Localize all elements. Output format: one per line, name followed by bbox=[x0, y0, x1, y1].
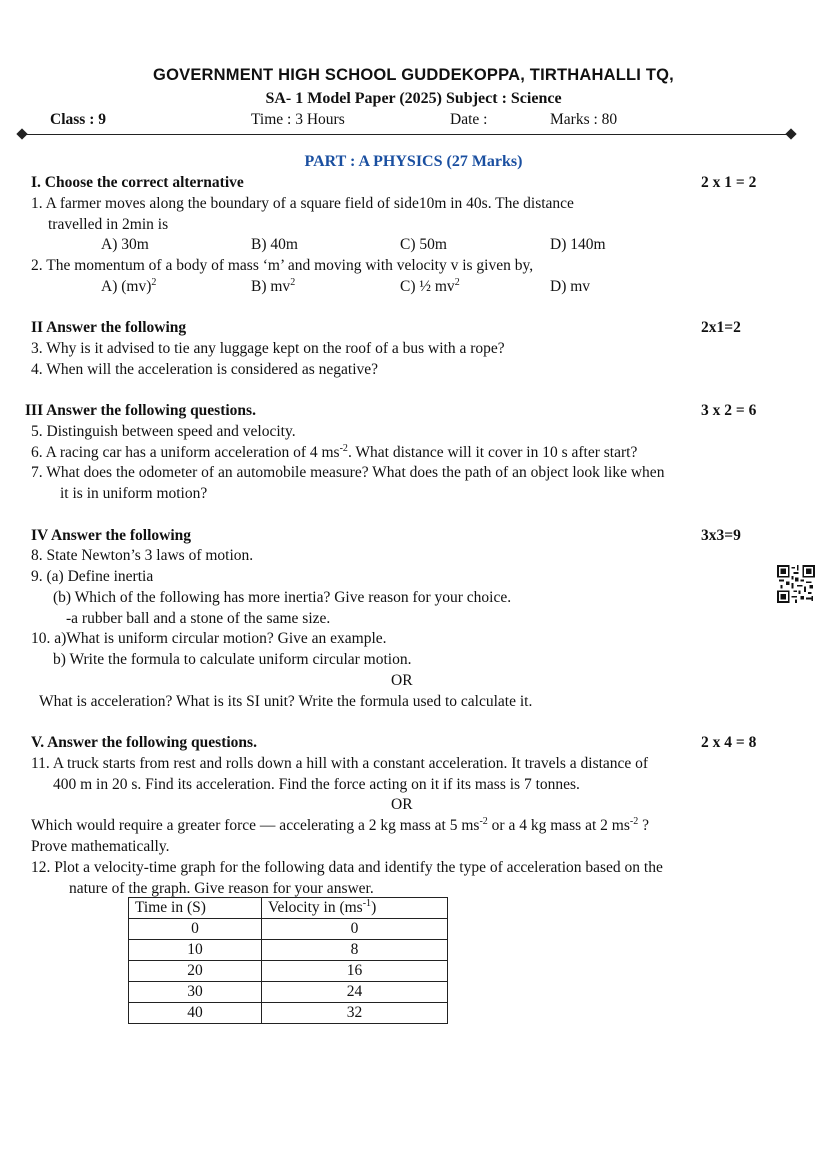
section-2-title: II Answer the following bbox=[31, 319, 187, 336]
divider-left-diamond-icon bbox=[16, 128, 27, 139]
q7-line1: 7. What does the odometer of an automobile measure? What does the path of an object look like when bbox=[31, 464, 665, 481]
q5-text: 5. Distinguish between speed and velocity. bbox=[31, 423, 296, 440]
q7-line2: it is in uniform motion? bbox=[60, 485, 208, 502]
q11-alt-line1: Which would require a greater force — accelerating a 2 kg mass at 5 $ms^{-2}$ or a 4 kg mass at 2 $ms^{-2}$ ? bbox=[31, 815, 649, 834]
q10-or: OR bbox=[391, 672, 413, 689]
table-cell-velocity: 16 bbox=[262, 961, 448, 982]
class-label: Class : 9 bbox=[50, 111, 106, 128]
table-header-row bbox=[129, 898, 448, 919]
date-label: Date : bbox=[450, 111, 488, 128]
table-row bbox=[129, 961, 448, 982]
table-cell-time: 30 bbox=[129, 982, 262, 1003]
q1-option-d: D) 140m bbox=[550, 236, 606, 253]
q2-option-d: D) mv bbox=[550, 278, 591, 295]
section-5-marks: 2 x 4 = 8 bbox=[701, 734, 757, 751]
q1-line2: travelled in 2min is bbox=[48, 216, 169, 233]
table-header-time: Time in (S) bbox=[129, 898, 262, 919]
table-row bbox=[129, 919, 448, 940]
q11-line2: 400 m in 20 s. Find its acceleration. Find the force acting on it if its mass is 7 tonnes. bbox=[53, 776, 580, 793]
qr-code-icon bbox=[777, 565, 815, 603]
section-4-title: IV Answer the following bbox=[31, 527, 192, 544]
time-label: Time : 3 Hours bbox=[251, 111, 345, 128]
section-4-marks: 3x3=9 bbox=[701, 527, 741, 544]
q12-line2: nature of the graph. Give reason for your answer. bbox=[69, 880, 374, 897]
table-cell-velocity: 8 bbox=[262, 940, 448, 961]
q9a-text: 9. (a) Define inertia bbox=[31, 568, 154, 585]
table-cell-velocity: 32 bbox=[262, 1003, 448, 1024]
q2-option-b: B) $mv^2$ bbox=[251, 276, 296, 295]
q10-alt-text: What is acceleration? What is its SI unit? Write the formula used to calculate it. bbox=[39, 693, 533, 710]
q1-option-c: C) 50m bbox=[400, 236, 447, 253]
q8-text: 8. State Newton’s 3 laws of motion. bbox=[31, 547, 254, 564]
table-cell-velocity: 0 bbox=[262, 919, 448, 940]
table-row bbox=[129, 1003, 448, 1024]
table-cell-time: 0 bbox=[129, 919, 262, 940]
table-cell-time: 10 bbox=[129, 940, 262, 961]
q9b-text: (b) Which of the following has more inertia? Give reason for your choice. bbox=[53, 589, 512, 606]
section-3-title: III Answer the following questions. bbox=[25, 402, 256, 419]
table-cell-velocity: 24 bbox=[262, 982, 448, 1003]
header-divider bbox=[22, 134, 792, 135]
section-5-title: V. Answer the following questions. bbox=[31, 734, 257, 751]
section-1-marks: 2 x 1 = 2 bbox=[701, 174, 757, 191]
q10a-text: 10. a)What is uniform circular motion? Give an example. bbox=[31, 630, 387, 647]
table-cell-time: 40 bbox=[129, 1003, 262, 1024]
q4-text: 4. When will the acceleration is considered as negative? bbox=[31, 361, 379, 378]
marks-label: Marks : 80 bbox=[550, 111, 618, 128]
part-title: PART : A PHYSICS (27 Marks) bbox=[304, 153, 523, 170]
q2-option-a: A) (mv)$^2$ bbox=[101, 276, 157, 295]
q11-alt-line2: Prove mathematically. bbox=[31, 838, 170, 855]
q9c-text: -a rubber ball and a stone of the same size. bbox=[66, 610, 331, 627]
q6-text: 6. A racing car has a uniform acceleration of 4 $ms^{-2}$. What distance will it cover in 10 s after start? bbox=[31, 442, 638, 461]
q2-text: 2. The momentum of a body of mass ‘m’ and moving with velocity v is given by, bbox=[31, 257, 534, 274]
q11-line1: 11. A truck starts from rest and rolls down a hill with a constant acceleration. It travels a distance of bbox=[31, 755, 649, 772]
q1-option-b: B) 40m bbox=[251, 236, 298, 253]
section-1-title: I. Choose the correct alternative bbox=[31, 174, 244, 191]
q12-line1: 12. Plot a velocity-time graph for the following data and identify the type of acceleration based on the bbox=[31, 859, 663, 876]
table-row bbox=[129, 982, 448, 1003]
paper-title: SA- 1 Model Paper (2025) Subject : Science bbox=[265, 90, 562, 107]
table-header-velocity: Velocity in $(ms^{-1})$ bbox=[262, 898, 448, 919]
q10b-text: b) Write the formula to calculate uniform circular motion. bbox=[53, 651, 412, 668]
q11-or: OR bbox=[391, 796, 413, 813]
q1-line1: 1. A farmer moves along the boundary of a square field of side10m in 40s. The distance bbox=[31, 195, 574, 212]
divider-right-diamond-icon bbox=[785, 128, 796, 139]
q2-option-c: C) ½ $mv^2$ bbox=[400, 276, 460, 295]
q1-option-a: A) 30m bbox=[101, 236, 149, 253]
table-row bbox=[129, 940, 448, 961]
section-3-marks: 3 x 2 = 6 bbox=[701, 402, 757, 419]
q3-text: 3. Why is it advised to tie any luggage kept on the roof of a bus with a rope? bbox=[31, 340, 505, 357]
school-name: GOVERNMENT HIGH SCHOOL GUDDEKOPPA, TIRTHAHALLI TQ, bbox=[153, 66, 674, 84]
table-cell-time: 20 bbox=[129, 961, 262, 982]
velocity-time-table bbox=[128, 897, 448, 1024]
section-2-marks: 2x1=2 bbox=[701, 319, 741, 336]
